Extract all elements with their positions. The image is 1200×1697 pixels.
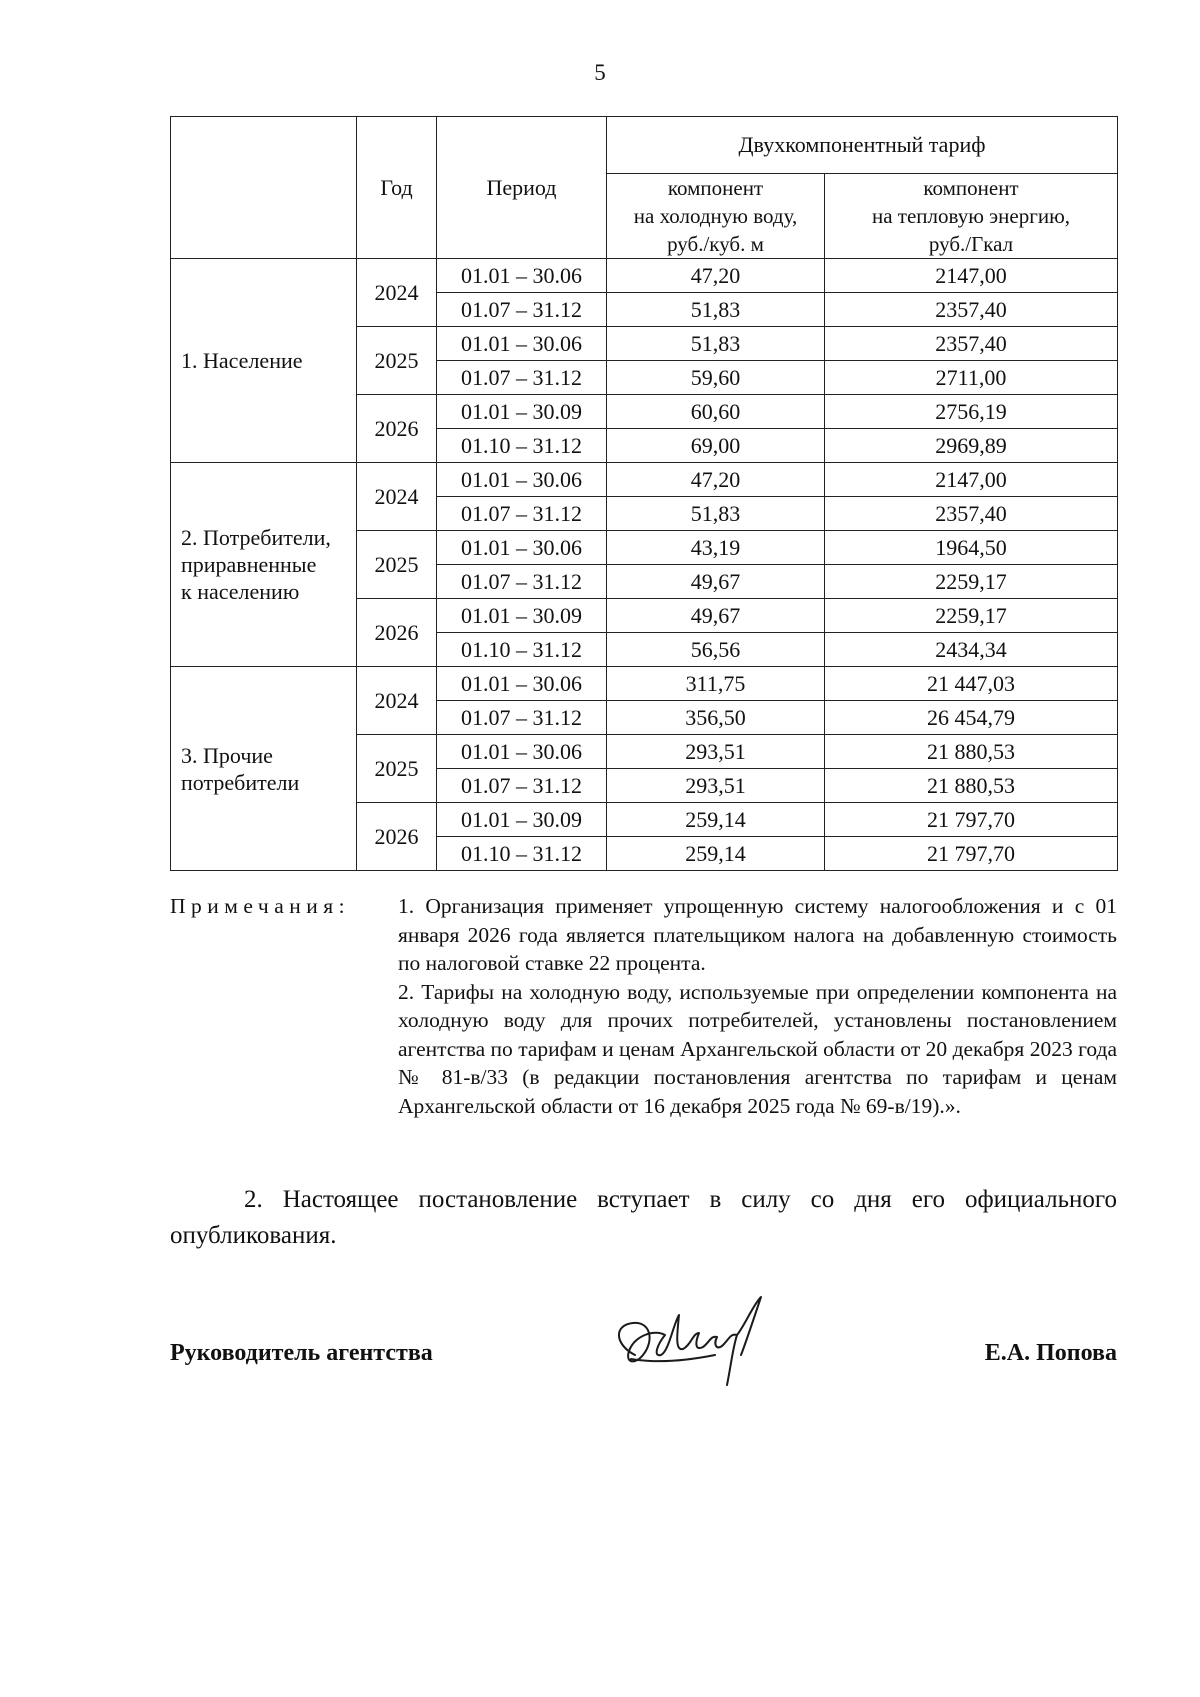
category-name-line: приравненные <box>181 552 317 577</box>
period-cell: 01.10 – 31.12 <box>437 633 607 667</box>
note-item: 2. Тарифы на холодную воду, используемые при определении компонента на холодную воду для прочих потребителей, установлены постановлением агентства по тарифам и ценам Архангельской области от 20 декабря 2023 года № 81-в/33 (в редакции постановления агентства по тарифам и ценам Архангельской области от 16 декабря 2025 года № 69-в/19).». <box>398 979 1117 1118</box>
table-row <box>171 667 1118 701</box>
heat-tariff-cell: 2756,19 <box>825 395 1118 429</box>
signatory-name: Е.А. Попова <box>984 1340 1117 1366</box>
heat-tariff-cell: 2711,00 <box>825 361 1118 395</box>
header-heat-component <box>825 174 1118 259</box>
header-period: Период <box>437 117 607 259</box>
notes-body <box>398 892 1117 1120</box>
period-cell: 01.07 – 31.12 <box>437 497 607 531</box>
category-cell <box>171 667 357 871</box>
category-name-line: потребители <box>181 769 300 795</box>
period-cell: 01.07 – 31.12 <box>437 361 607 395</box>
period-cell: 01.01 – 30.09 <box>437 395 607 429</box>
note-item: 1. Организация применяет упрощенную систему налогообложения и с 01 января 2026 года является плательщиком налога на добавленную стоимость по налоговой ставке 22 процента. <box>398 894 1117 975</box>
heat-tariff-cell: 2969,89 <box>825 429 1118 463</box>
period-cell: 01.01 – 30.06 <box>437 531 607 565</box>
page-number: 5 <box>594 60 606 85</box>
water-tariff-cell: 47,20 <box>607 463 825 497</box>
period-cell: 01.01 – 30.06 <box>437 259 607 293</box>
water-tariff-cell: 259,14 <box>607 803 825 837</box>
period-cell: 01.01 – 30.06 <box>437 735 607 769</box>
header-water-line: компонент <box>667 176 764 200</box>
header-water-unit: руб./куб. м <box>667 232 764 256</box>
heat-tariff-cell: 1964,50 <box>825 531 1118 565</box>
period-cell: 01.07 – 31.12 <box>437 769 607 803</box>
category-cell <box>171 463 357 667</box>
heat-tariff-cell: 2147,00 <box>825 463 1118 497</box>
tariff-table <box>170 116 1118 871</box>
category-name-line: к населению <box>181 579 300 604</box>
heat-tariff-cell: 2357,40 <box>825 497 1118 531</box>
water-tariff-cell: 59,60 <box>607 361 825 395</box>
signature-block <box>170 1340 1117 1380</box>
year-cell: 2026 <box>357 803 437 871</box>
year-cell: 2026 <box>357 395 437 463</box>
period-cell: 01.01 – 30.06 <box>437 463 607 497</box>
water-tariff-cell: 293,51 <box>607 735 825 769</box>
category-name-line: 1. Население <box>181 348 303 373</box>
heat-tariff-cell: 21 797,70 <box>825 803 1118 837</box>
period-cell: 01.01 – 30.06 <box>437 667 607 701</box>
period-cell: 01.07 – 31.12 <box>437 293 607 327</box>
header-heat-line: на тепловую энергию, <box>871 204 1071 228</box>
year-cell: 2025 <box>357 531 437 599</box>
heat-tariff-cell: 21 797,70 <box>825 837 1118 871</box>
water-tariff-cell: 49,67 <box>607 565 825 599</box>
header-two-component-tariff: Двухкомпонентный тариф <box>607 117 1118 174</box>
heat-tariff-cell: 2147,00 <box>825 259 1118 293</box>
year-cell: 2026 <box>357 599 437 667</box>
heat-tariff-cell: 26 454,79 <box>825 701 1118 735</box>
heat-tariff-cell: 21 447,03 <box>825 667 1118 701</box>
water-tariff-cell: 356,50 <box>607 701 825 735</box>
header-heat-unit: руб./Гкал <box>928 232 1014 256</box>
period-cell: 01.07 – 31.12 <box>437 701 607 735</box>
heat-tariff-cell: 21 880,53 <box>825 769 1118 803</box>
heat-tariff-cell: 2434,34 <box>825 633 1118 667</box>
period-cell: 01.01 – 30.09 <box>437 599 607 633</box>
heat-tariff-cell: 2259,17 <box>825 565 1118 599</box>
water-tariff-cell: 49,67 <box>607 599 825 633</box>
category-cell <box>171 259 357 463</box>
period-cell: 01.07 – 31.12 <box>437 565 607 599</box>
notes-label: Примечания: <box>170 894 351 918</box>
water-tariff-cell: 60,60 <box>607 395 825 429</box>
water-tariff-cell: 259,14 <box>607 837 825 871</box>
period-cell: 01.10 – 31.12 <box>437 429 607 463</box>
table-row <box>171 463 1118 497</box>
table-row <box>171 259 1118 293</box>
header-year: Год <box>357 117 437 259</box>
water-tariff-cell: 43,19 <box>607 531 825 565</box>
year-cell: 2024 <box>357 667 437 735</box>
water-tariff-cell: 69,00 <box>607 429 825 463</box>
category-name-line: 3. Прочие <box>181 742 273 768</box>
year-cell: 2024 <box>357 463 437 531</box>
category-name-line: 2. Потребители, <box>181 525 331 550</box>
water-tariff-cell: 293,51 <box>607 769 825 803</box>
water-tariff-cell: 51,83 <box>607 497 825 531</box>
effective-date-paragraph: 2. Настоящее постановление вступает в силу со дня его официального опубликования. <box>170 1186 1117 1249</box>
period-cell: 01.01 – 30.06 <box>437 327 607 361</box>
water-tariff-cell: 47,20 <box>607 259 825 293</box>
period-cell: 01.01 – 30.09 <box>437 803 607 837</box>
heat-tariff-cell: 2357,40 <box>825 327 1118 361</box>
header-water-line: на холодную воду, <box>633 204 798 228</box>
heat-tariff-cell: 2259,17 <box>825 599 1118 633</box>
header-category-cell <box>171 117 357 259</box>
heat-tariff-cell: 21 880,53 <box>825 735 1118 769</box>
period-cell: 01.10 – 31.12 <box>437 837 607 871</box>
water-tariff-cell: 56,56 <box>607 633 825 667</box>
heat-tariff-cell: 2357,40 <box>825 293 1118 327</box>
year-cell: 2024 <box>357 259 437 327</box>
year-cell: 2025 <box>357 735 437 803</box>
water-tariff-cell: 51,83 <box>607 293 825 327</box>
header-water-component <box>607 174 825 259</box>
water-tariff-cell: 311,75 <box>607 667 825 701</box>
header-heat-line: компонент <box>923 176 1019 200</box>
year-cell: 2025 <box>357 327 437 395</box>
signatory-title: Руководитель агентства <box>170 1340 433 1366</box>
water-tariff-cell: 51,83 <box>607 327 825 361</box>
